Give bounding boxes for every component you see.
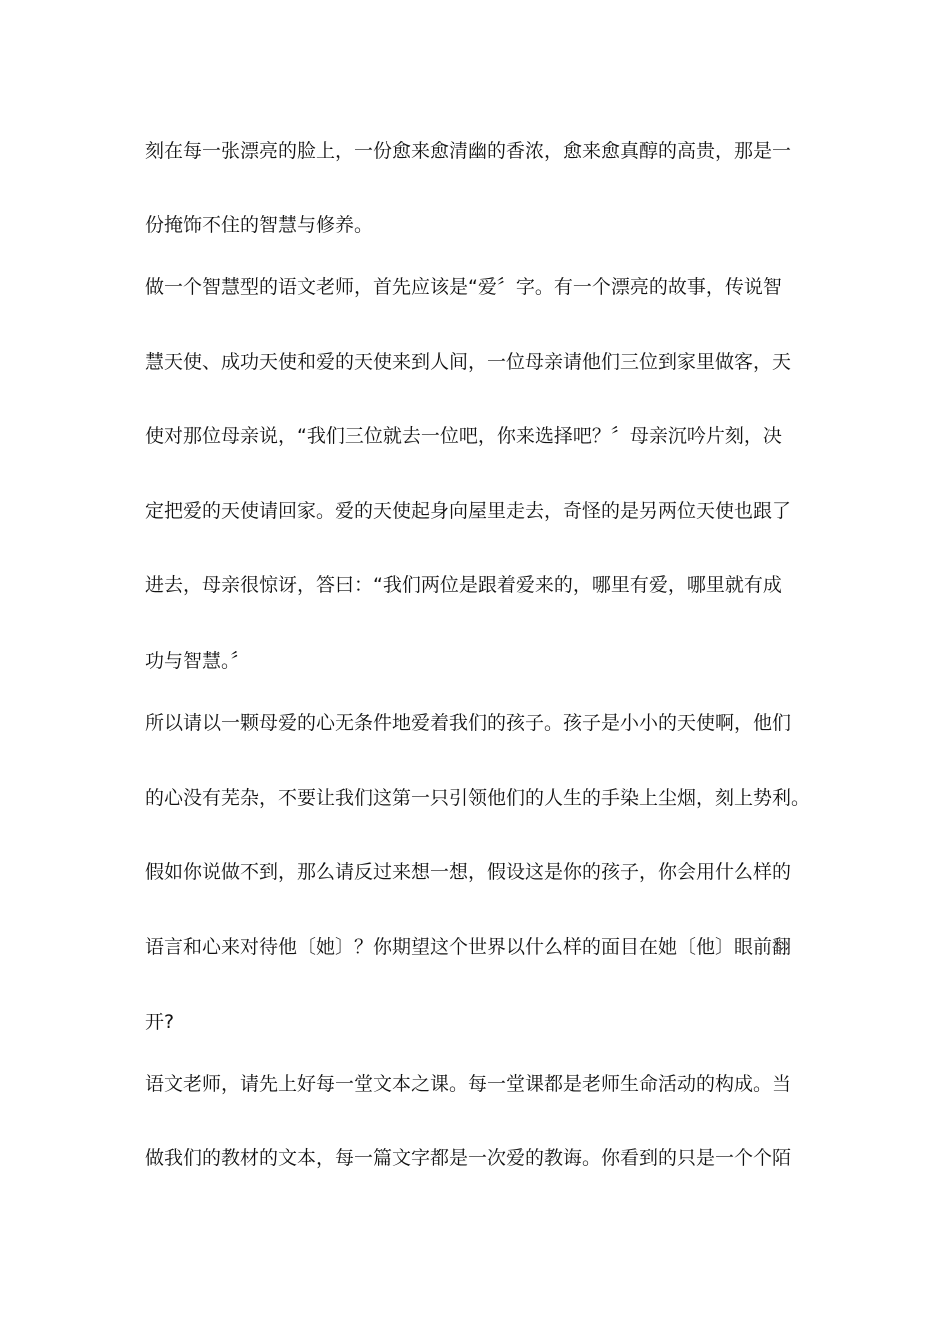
text-line: 语文老师，请先上好每一堂文本之课。每一堂课都是老师生命活动的构成。当 bbox=[145, 1073, 792, 1095]
text-line: 做我们的教材的文本，每一篇文字都是一次爱的教诲。你看到的只是一个个陌 bbox=[145, 1147, 792, 1169]
text-line: 做一个智慧型的语文老师，首先应该是“爱〞字。有一个漂亮的故事，传说智 bbox=[145, 276, 782, 298]
text-line: 开? bbox=[145, 1011, 175, 1033]
text-line: 刻在每一张漂亮的脸上，一份愈来愈清幽的香浓，愈来愈真醇的高贵，那是一 bbox=[145, 140, 792, 162]
text-line: 进去，母亲很惊讶，答曰：“我们两位是跟着爱来的，哪里有爱，哪里就有成 bbox=[145, 574, 782, 596]
text-line: 假如你说做不到，那么请反过来想一想，假设这是你的孩子，你会用什么样的 bbox=[145, 861, 792, 883]
text-line: 慧天使、成功天使和爱的天使来到人间，一位母亲请他们三位到家里做客，天 bbox=[145, 351, 792, 373]
text-line: 的心没有芜杂，不要让我们这第一只引领他们的人生的手染上尘烟，刻上势利。 bbox=[145, 787, 811, 809]
text-line: 份掩饰不住的智慧与修养。 bbox=[145, 214, 374, 236]
text-line: 语言和心来对待他〔她〕？你期望这个世界以什么样的面目在她〔他〕眼前翻 bbox=[145, 936, 792, 958]
text-line: 使对那位母亲说，“我们三位就去一位吧，你来选择吧？〞母亲沉吟片刻，决 bbox=[145, 425, 782, 447]
text-line: 定把爱的天使请回家。爱的天使起身向屋里走去，奇怪的是另两位天使也跟了 bbox=[145, 500, 792, 522]
text-line: 所以请以一颗母爱的心无条件地爱着我们的孩子。孩子是小小的天使啊，他们 bbox=[145, 712, 792, 734]
text-line: 功与智慧。〞 bbox=[145, 650, 250, 672]
